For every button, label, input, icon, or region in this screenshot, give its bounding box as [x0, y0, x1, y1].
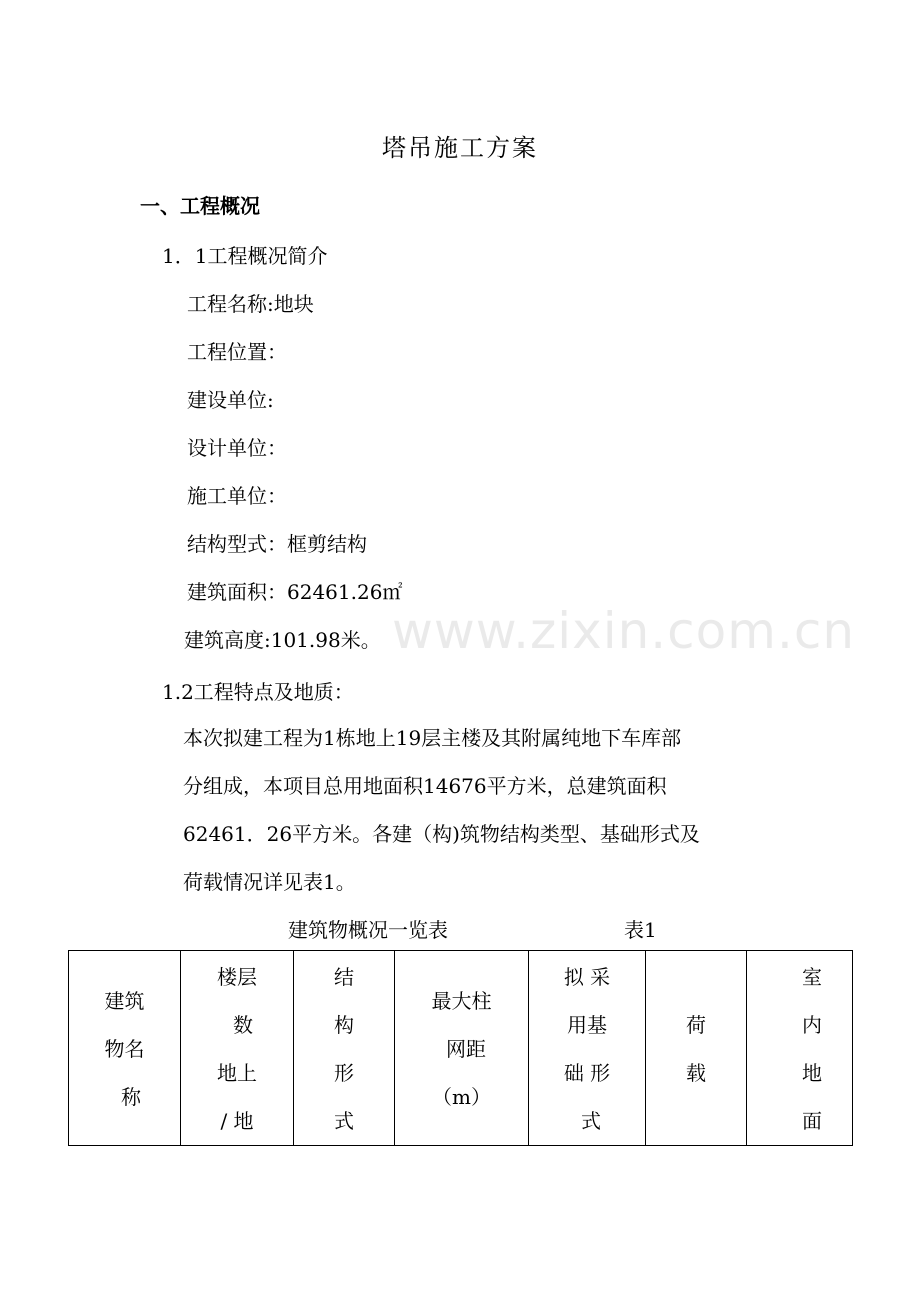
- field-design-unit: 设计单位：: [187, 436, 287, 460]
- field-construction-unit: 建设单位:: [187, 388, 274, 412]
- header-floors: [181, 951, 294, 1146]
- header-max-column-grid: [395, 951, 529, 1146]
- header-load-line: 荷: [686, 1013, 706, 1037]
- subsection-heading-1-2: 1.2工程特点及地质：: [162, 680, 354, 704]
- table-number: 表1: [624, 918, 657, 942]
- header-load: [646, 951, 747, 1146]
- header-structure-form-line: 构: [334, 1013, 354, 1037]
- header-floors-line: / 地: [220, 1109, 254, 1133]
- section-heading-overview: 一、工程概况: [140, 194, 260, 218]
- header-foundation-type-line: 用基: [567, 1013, 607, 1037]
- field-building-height: 建筑高度:101.98米。: [184, 628, 381, 652]
- header-max-column-grid-line: （m）: [432, 1085, 491, 1109]
- header-foundation-type: [529, 951, 646, 1146]
- subsection-heading-1-1: 1．1工程概况简介: [162, 244, 328, 268]
- header-indoor-floor-line: 室: [802, 965, 822, 989]
- header-floors-line: 数: [233, 1013, 253, 1037]
- watermark: www.zixin.com.cn: [392, 602, 856, 660]
- header-structure-form: [294, 951, 395, 1146]
- paragraph-line-3: 62461．26平方米。各建（构)筑物结构类型、基础形式及: [183, 822, 700, 846]
- header-building-name-line: 建筑: [104, 989, 145, 1013]
- table-caption: 建筑物概况一览表: [288, 918, 448, 942]
- header-indoor-floor-line: 内: [802, 1013, 822, 1037]
- header-max-column-grid-line: 最大柱: [431, 989, 492, 1013]
- paragraph-line-2: 分组成，本项目总用地面积14676平方米，总建筑面积: [183, 774, 667, 798]
- header-building-name-line: 物名: [104, 1037, 145, 1061]
- header-structure-form-line: 结: [334, 965, 354, 989]
- field-building-area: 建筑面积：62461.26㎡: [187, 580, 403, 604]
- header-max-column-grid-line: 网距: [446, 1037, 486, 1061]
- header-structure-form-line: 式: [334, 1109, 354, 1133]
- header-floors-line: 楼层: [217, 965, 257, 989]
- header-load-line: 载: [686, 1061, 706, 1085]
- document-title: 塔吊施工方案: [382, 134, 538, 162]
- header-building-name: [69, 951, 181, 1146]
- field-builder-unit: 施工单位：: [187, 484, 287, 508]
- header-foundation-type-line: 式: [581, 1109, 601, 1133]
- field-structure-type: 结构型式：框剪结构: [187, 532, 367, 556]
- header-building-name-line: 称: [121, 1085, 141, 1109]
- paragraph-line-4: 荷载情况详见表1。: [183, 870, 356, 894]
- header-structure-form-line: 形: [334, 1061, 354, 1085]
- field-project-name: 工程名称:地块: [187, 292, 314, 316]
- header-foundation-type-line: 拟 采: [563, 965, 611, 989]
- building-overview-table: [68, 950, 853, 1146]
- header-floors-line: 地上: [217, 1061, 257, 1085]
- header-indoor-floor-line: 地: [802, 1061, 822, 1085]
- header-indoor-floor-line: 面: [802, 1109, 822, 1133]
- field-project-location: 工程位置：: [187, 340, 287, 364]
- paragraph-line-1: 本次拟建工程为1栋地上19层主楼及其附属纯地下车库部: [183, 726, 682, 750]
- header-foundation-type-line: 础 形: [563, 1061, 611, 1085]
- table-header-row: [69, 951, 853, 1146]
- header-indoor-floor: [747, 951, 853, 1146]
